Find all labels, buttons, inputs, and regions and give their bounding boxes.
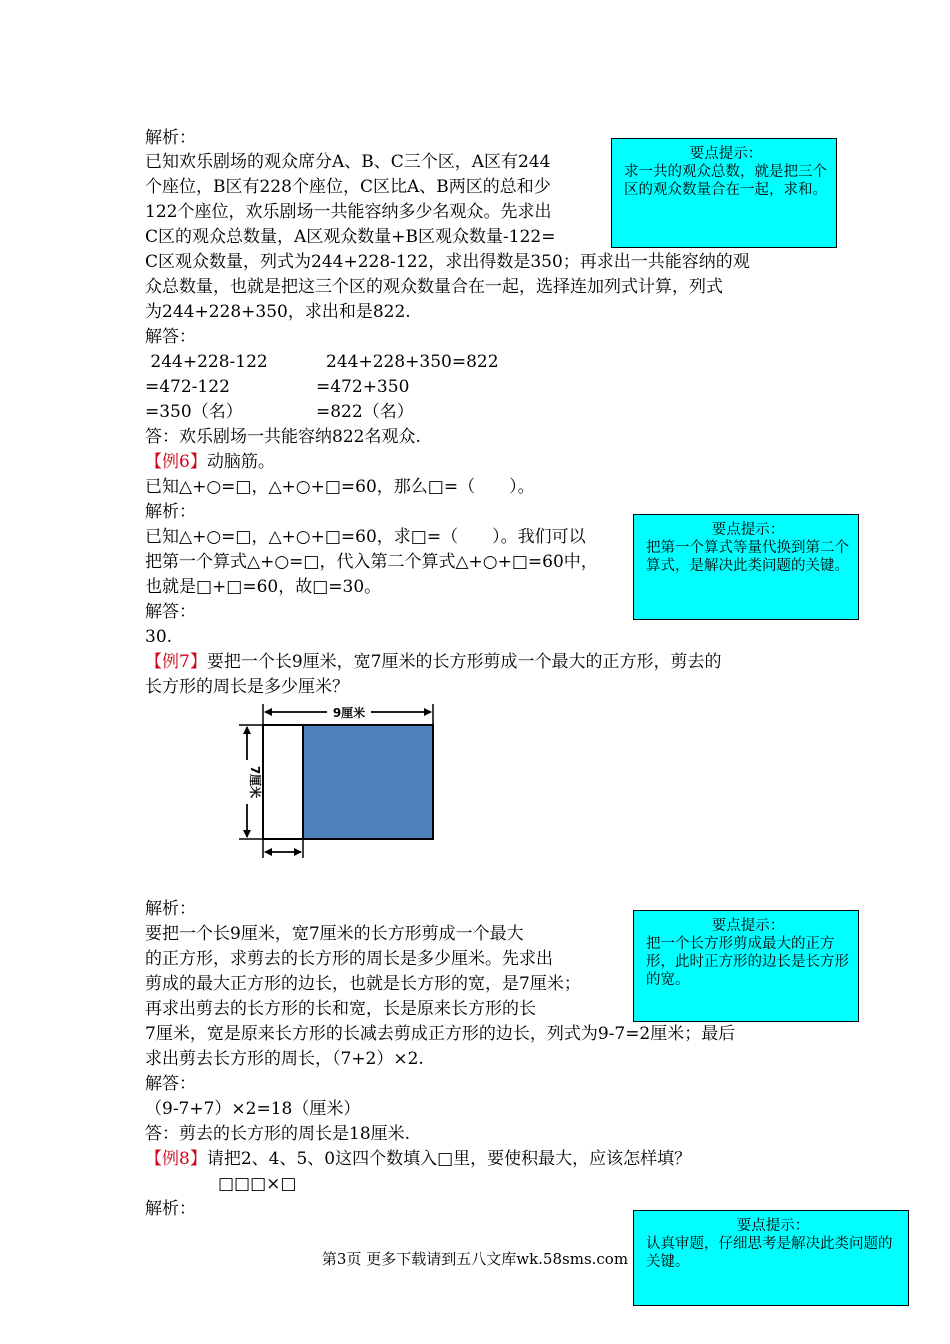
analysis-line: 求出剪去长方形的周长，（7+2）×2. (145, 1049, 424, 1069)
answer-value: （9-7+7）×2=18（厘米） (145, 1099, 361, 1119)
analysis-line: 要把一个长9厘米，宽7厘米的长方形剪成一个最大 (145, 924, 524, 944)
example-tag: 【例6】 (145, 452, 207, 472)
calc-right: =822（名） (316, 402, 414, 422)
page-footer: 第3页 更多下载请到五八文库wk.58sms.com (321, 1250, 629, 1268)
analysis-line: 剪成的最大正方形的边长，也就是长方形的宽，是7厘米； (145, 974, 581, 994)
example-tag: 【例8】 (145, 1149, 207, 1169)
tip-text: 把第一个算式等量代换到第二个算式，是解决此类问题的关键。 (646, 540, 849, 574)
height-label: 7厘米 (248, 765, 262, 799)
tip-box (611, 138, 837, 248)
analysis-line: 也就是□+□=60，故□=30。 (145, 577, 382, 597)
width-label: 9厘米 (332, 706, 366, 720)
analysis-heading: 解析： (145, 899, 196, 919)
analysis-line: C区的观众总数量，A区观众数量+B区观众数量-122= (145, 227, 556, 247)
analysis-line: 已知△+○=□，△+○+□=60，求□=（ ）。我们可以 (145, 527, 586, 547)
analysis-line: C区观众数量，列式为244+228-122，求出得数是350；再求出一共能容纳的观 (145, 252, 750, 272)
analysis-heading: 解析： (145, 128, 196, 148)
tip-title: 要点提示： (711, 522, 785, 538)
analysis-line: 为244+228+350，求出和是822. (145, 302, 411, 322)
square-region (303, 725, 433, 839)
tip-text: 认真审题，仔细思考是解决此类问题的关键。 (646, 1236, 893, 1270)
box-expression: □□□×□ (218, 1174, 297, 1194)
tip-text: 求一共的观众总数，就是把三个区的观众数量合在一起，求和。 (624, 164, 827, 198)
rectangle-figure (235, 700, 450, 865)
example-tag: 【例7】 (145, 652, 207, 672)
analysis-line: 再求出剪去的长方形的长和宽，长是原来长方形的长 (145, 999, 536, 1019)
tip-title: 要点提示： (711, 918, 785, 934)
tip-text: 把一个长方形剪成最大的正方形，此时正方形的边长是长方形的宽。 (646, 936, 849, 988)
answer-heading: 解答： (145, 602, 196, 622)
analysis-heading: 解析： (145, 502, 196, 522)
analysis-line: 众总数量，也就是把这三个区的观众数量合在一起，选择连加列式计算，列式 (145, 277, 723, 297)
example-6-question: 已知△+○=□，△+○+□=60，那么□=（ ）。 (145, 477, 535, 497)
calc-right: =472+350 (316, 377, 410, 397)
analysis-heading: 解析： (145, 1199, 196, 1219)
tip-title: 要点提示： (736, 1218, 810, 1234)
calc-left: =350（名） (145, 402, 243, 422)
example-8-title: 【例8】请把2、4、5、0这四个数填入□里，要使积最大，应该怎样填？ (145, 1149, 692, 1169)
analysis-line: 已知欢乐剧场的观众席分A、B、C三个区，A区有244 (145, 152, 551, 172)
calc-left: =472-122 (145, 377, 230, 397)
analysis-line: 122个座位，欢乐剧场一共能容纳多少名观众。先求出 (145, 202, 552, 222)
analysis-line: 7厘米，宽是原来长方形的长减去剪成正方形的边长，列式为9-7=2厘米；最后 (145, 1024, 736, 1044)
analysis-line: 的正方形，求剪去的长方形的周长是多少厘米。先求出 (145, 949, 553, 969)
answer-heading: 解答： (145, 327, 196, 347)
tip-box (633, 514, 859, 620)
answer-value: 30. (145, 627, 173, 647)
tip-box (633, 910, 859, 1022)
tip-title: 要点提示： (689, 146, 763, 162)
example-7-title: 【例7】要把一个长9厘米，宽7厘米的长方形剪成一个最大的正方形，剪去的 (145, 652, 722, 672)
answer-heading: 解答： (145, 1074, 196, 1094)
analysis-line: 个座位，B区有228个座位，C区比A、B两区的总和少 (145, 177, 551, 197)
final-answer: 答：剪去的长方形的周长是18厘米. (145, 1124, 411, 1144)
analysis-line: 把第一个算式△+○=□，代入第二个算式△+○+□=60中， (145, 552, 598, 572)
example-6-title: 【例6】动脑筋。 (145, 452, 275, 472)
final-answer: 答：欢乐剧场一共能容纳822名观众. (145, 427, 421, 447)
calc-right: 244+228+350=822 (326, 352, 499, 372)
example-7-title-cont: 长方形的周长是多少厘米？ (145, 677, 349, 697)
calc-left: 244+228-122 (145, 352, 268, 372)
